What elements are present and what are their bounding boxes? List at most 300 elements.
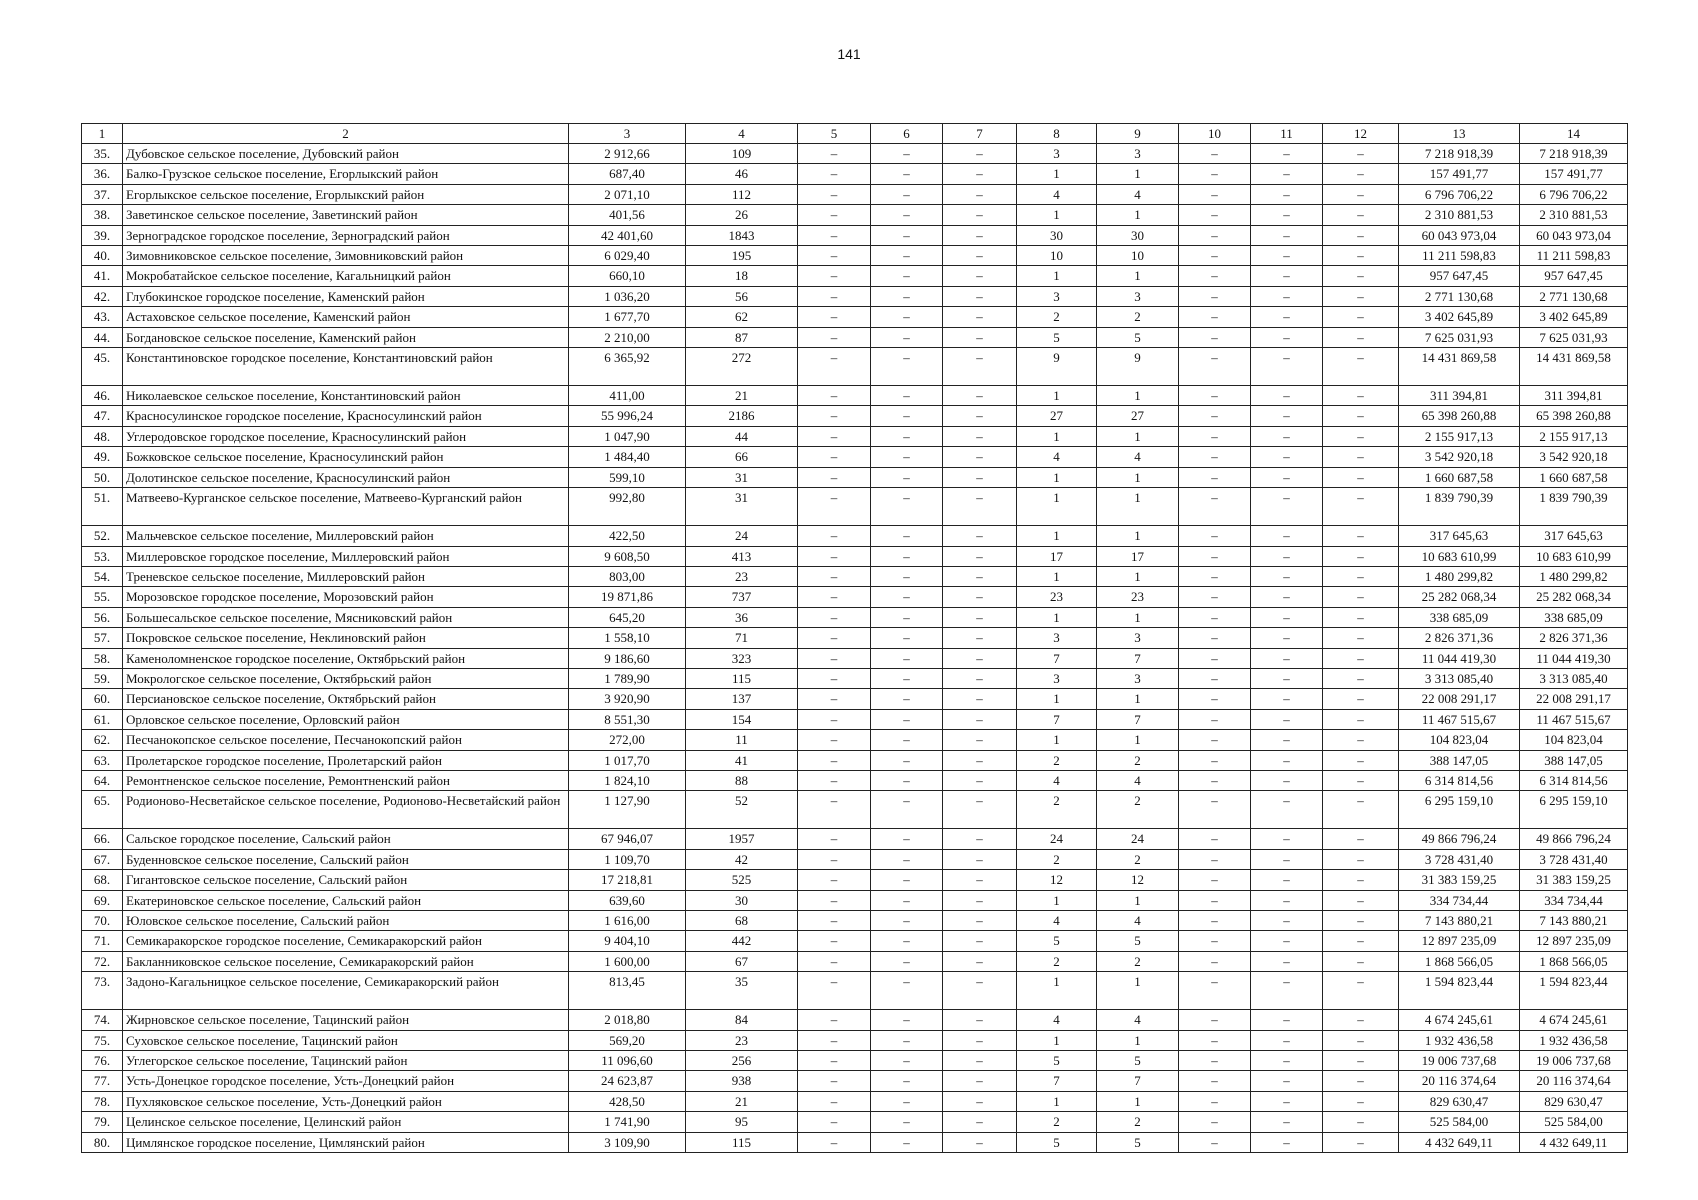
table-cell: 311 394,81 [1520,386,1628,406]
table-cell: – [1179,225,1251,245]
table-cell: 1 594 823,44 [1520,972,1628,1010]
table-cell: – [1251,829,1323,849]
table-row [82,730,1628,750]
table-cell: 9 [1097,348,1179,386]
row-number: 67. [82,849,123,869]
table-cell: 428,50 [569,1091,686,1111]
table-cell: – [1251,1010,1323,1030]
table-row [82,426,1628,446]
table-cell: 2 155 917,13 [1399,426,1520,446]
table-cell: 3 [1097,144,1179,164]
table-cell: 1 [1097,467,1179,487]
table-cell: 66 [686,447,798,467]
table-cell: – [1251,1112,1323,1132]
row-number: 43. [82,307,123,327]
table-cell: – [1251,164,1323,184]
table-cell: – [871,526,943,546]
table-row [82,1051,1628,1071]
table-cell: – [1251,348,1323,386]
table-cell: 11 211 598,83 [1399,246,1520,266]
table-cell: – [1251,266,1323,286]
table-cell: – [1251,144,1323,164]
table-cell: 1 484,40 [569,447,686,467]
table-cell: 1 480 299,82 [1520,566,1628,586]
table-cell: – [1179,1132,1251,1152]
table-cell: – [798,587,871,607]
table-cell: – [871,709,943,729]
table-cell: – [871,791,943,829]
table-cell: – [1179,386,1251,406]
table-cell: 21 [686,386,798,406]
table-cell: – [1251,406,1323,426]
column-header: 6 [871,124,943,144]
settlement-name: Матвеево-Курганское сельское поселение, Матвеево-Курганский район [123,488,569,526]
table-cell: – [943,386,1017,406]
table-cell: – [798,225,871,245]
table-row [82,386,1628,406]
table-cell: 5 [1017,931,1097,951]
table-cell: – [1179,205,1251,225]
table-cell: – [871,829,943,849]
table-cell: – [943,144,1017,164]
table-cell: 11 044 419,30 [1399,648,1520,668]
table-cell: – [1179,307,1251,327]
table-cell: 5 [1097,931,1179,951]
table-cell: – [943,246,1017,266]
table-cell: 23 [1097,587,1179,607]
table-cell: 829 630,47 [1399,1091,1520,1111]
table-cell: 87 [686,327,798,347]
table-cell: – [1179,426,1251,446]
row-number: 42. [82,286,123,306]
table-cell: – [798,730,871,750]
table-cell: 109 [686,144,798,164]
column-header: 13 [1399,124,1520,144]
table-cell: 6 295 159,10 [1399,791,1520,829]
table-cell: – [1251,931,1323,951]
table-cell: 137 [686,689,798,709]
table-cell: 388 147,05 [1399,750,1520,770]
settlement-name: Егорлыкское сельское поселение, Егорлыкский район [123,184,569,204]
table-cell: 2 018,80 [569,1010,686,1030]
table-cell: – [798,467,871,487]
table-cell: – [1179,791,1251,829]
table-cell: 338 685,09 [1520,607,1628,627]
table-cell: – [1251,467,1323,487]
table-cell: – [1179,526,1251,546]
table-cell: – [1323,689,1399,709]
table-cell: 10 [1017,246,1097,266]
table-cell: – [871,689,943,709]
table-cell: 30 [1017,225,1097,245]
table-cell: – [943,587,1017,607]
table-cell: 157 491,77 [1399,164,1520,184]
table-cell: – [798,1091,871,1111]
table-cell: – [943,164,1017,184]
table-cell: 3 [1017,668,1097,688]
table-row [82,1071,1628,1091]
page-number: 141 [837,46,861,62]
table-cell: – [798,607,871,627]
table-cell: 10 [1097,246,1179,266]
table-cell: 4 [1097,447,1179,467]
table-cell: 1 [1097,488,1179,526]
table-cell: 7 [1017,648,1097,668]
table-cell: – [1323,890,1399,910]
table-cell: – [1323,164,1399,184]
table-cell: – [798,709,871,729]
table-cell: – [798,911,871,931]
table-cell: – [1179,709,1251,729]
row-number: 47. [82,406,123,426]
data-table [81,123,1628,1153]
table-cell: – [943,628,1017,648]
table-cell: 256 [686,1051,798,1071]
table-cell: – [943,1091,1017,1111]
table-cell: 31 383 159,25 [1399,870,1520,890]
row-number: 72. [82,951,123,971]
settlement-name: Дубовское сельское поселение, Дубовский район [123,144,569,164]
table-cell: 525 584,00 [1520,1112,1628,1132]
table-cell: – [943,870,1017,890]
row-number: 38. [82,205,123,225]
table-cell: – [943,447,1017,467]
table-cell: 272 [686,348,798,386]
table-cell: – [943,205,1017,225]
table-cell: 12 [1097,870,1179,890]
table-cell: – [798,406,871,426]
table-cell: – [798,144,871,164]
table-cell: 5 [1097,1051,1179,1071]
table-cell: 24 [686,526,798,546]
table-cell: – [943,348,1017,386]
table-cell: – [943,931,1017,951]
table-cell: 1 868 566,05 [1399,951,1520,971]
table-cell: 12 [1017,870,1097,890]
row-number: 75. [82,1030,123,1050]
table-cell: – [1251,972,1323,1010]
table-cell: 25 282 068,34 [1520,587,1628,607]
table-cell: – [1323,144,1399,164]
table-cell: 7 [1017,709,1097,729]
settlement-name: Орловское сельское поселение, Орловский район [123,709,569,729]
table-cell: 3 313 085,40 [1520,668,1628,688]
row-number: 62. [82,730,123,750]
table-cell: 3 [1017,628,1097,648]
table-cell: – [943,911,1017,931]
table-cell: 7 [1097,709,1179,729]
table-cell: – [1323,406,1399,426]
table-cell: – [798,890,871,910]
table-cell: 5 [1017,1051,1097,1071]
table-cell: – [798,327,871,347]
table-cell: – [1179,1091,1251,1111]
table-cell: – [1323,668,1399,688]
table-cell: – [1179,730,1251,750]
table-cell: 42 [686,849,798,869]
table-cell: – [1179,1010,1251,1030]
table-cell: 7 218 918,39 [1399,144,1520,164]
table-cell: – [798,246,871,266]
table-cell: 2 [1017,1112,1097,1132]
table-row [82,447,1628,467]
table-cell: – [1323,348,1399,386]
table-body [82,144,1628,1153]
table-cell: – [798,566,871,586]
settlement-name: Богдановское сельское поселение, Каменский район [123,327,569,347]
table-cell: 1 [1017,266,1097,286]
table-cell: – [1179,750,1251,770]
table-cell: – [943,327,1017,347]
table-cell: – [1323,870,1399,890]
table-cell: 30 [1097,225,1179,245]
table-row [82,829,1628,849]
table-row [82,246,1628,266]
table-cell: 4 [1017,770,1097,790]
column-header: 5 [798,124,871,144]
settlement-name: Балко-Грузское сельское поселение, Егорлыкский район [123,164,569,184]
table-cell: – [1323,386,1399,406]
table-cell: – [1179,1112,1251,1132]
row-number: 50. [82,467,123,487]
table-cell: – [1179,348,1251,386]
table-cell: – [1323,184,1399,204]
row-number: 65. [82,791,123,829]
row-number: 54. [82,566,123,586]
table-cell: – [943,730,1017,750]
settlement-name: Миллеровское городское поселение, Миллеровский район [123,546,569,566]
column-header: 7 [943,124,1017,144]
row-number: 73. [82,972,123,1010]
table-cell: 14 431 869,58 [1520,348,1628,386]
table-row [82,951,1628,971]
table-cell: 2 [1017,791,1097,829]
settlement-name: Зимовниковское сельское поселение, Зимовниковский район [123,246,569,266]
table-cell: – [871,730,943,750]
table-cell: 8 551,30 [569,709,686,729]
table-cell: 104 823,04 [1399,730,1520,750]
table-cell: 957 647,45 [1399,266,1520,286]
table-cell: – [1251,246,1323,266]
table-cell: – [1323,648,1399,668]
table-cell: 112 [686,184,798,204]
table-cell: 1 047,90 [569,426,686,446]
table-cell: – [1323,488,1399,526]
table-cell: – [943,770,1017,790]
table-cell: – [943,668,1017,688]
row-number: 44. [82,327,123,347]
table-cell: – [798,1132,871,1152]
table-cell: 7 [1097,1071,1179,1091]
table-cell: – [871,286,943,306]
table-cell: – [871,849,943,869]
table-cell: – [871,164,943,184]
table-cell: – [1251,286,1323,306]
table-cell: – [871,386,943,406]
table-cell: – [1251,1071,1323,1091]
table-cell: 3 [1017,144,1097,164]
table-cell: 157 491,77 [1520,164,1628,184]
table-cell: – [871,587,943,607]
column-header: 3 [569,124,686,144]
table-cell: 67 [686,951,798,971]
row-number: 51. [82,488,123,526]
table-cell: – [1251,791,1323,829]
table-cell: 19 006 737,68 [1399,1051,1520,1071]
row-number: 79. [82,1112,123,1132]
table-cell: – [871,1051,943,1071]
table-cell: – [1179,467,1251,487]
table-row [82,931,1628,951]
table-cell: 1 932 436,58 [1520,1030,1628,1050]
table-cell: 1 [1017,488,1097,526]
table-cell: 1 839 790,39 [1399,488,1520,526]
table-cell: 27 [1017,406,1097,426]
table-cell: – [943,829,1017,849]
table-cell: 338 685,09 [1399,607,1520,627]
table-row [82,770,1628,790]
table-row [82,972,1628,1010]
table-cell: – [871,348,943,386]
table-cell: – [1323,467,1399,487]
table-cell: 3 [1097,668,1179,688]
table-cell: 2 [1017,951,1097,971]
table-cell: – [1251,689,1323,709]
table-cell: – [943,426,1017,446]
table-cell: – [871,426,943,446]
table-row [82,546,1628,566]
table-cell: 1 [1017,607,1097,627]
row-number: 52. [82,526,123,546]
table-cell: – [1179,1051,1251,1071]
table-cell: – [798,1051,871,1071]
table-cell: 31 383 159,25 [1520,870,1628,890]
table-cell: – [1251,526,1323,546]
table-cell: – [1251,447,1323,467]
table-cell: – [1179,1071,1251,1091]
table-cell: 401,56 [569,205,686,225]
table-cell: – [943,709,1017,729]
table-cell: 3 402 645,89 [1520,307,1628,327]
table-cell: 6 314 814,56 [1399,770,1520,790]
table-cell: – [1323,1051,1399,1071]
table-cell: 49 866 796,24 [1520,829,1628,849]
table-cell: – [1251,488,1323,526]
table-cell: 7 143 880,21 [1399,911,1520,931]
table-cell: 60 043 973,04 [1399,225,1520,245]
table-cell: 19 871,86 [569,587,686,607]
table-cell: – [1251,951,1323,971]
table-cell: – [1179,406,1251,426]
column-header: 10 [1179,124,1251,144]
table-cell: – [1251,870,1323,890]
table-cell: 7 218 918,39 [1520,144,1628,164]
row-number: 70. [82,911,123,931]
settlement-name: Усть-Донецкое городское поселение, Усть-Донецкий район [123,1071,569,1091]
table-cell: 1 868 566,05 [1520,951,1628,971]
table-cell: 2 310 881,53 [1399,205,1520,225]
settlement-name: Глубокинское городское поселение, Каменский район [123,286,569,306]
table-cell: 938 [686,1071,798,1091]
row-number: 61. [82,709,123,729]
table-cell: – [1251,205,1323,225]
table-cell: – [1251,184,1323,204]
table-cell: 6 029,40 [569,246,686,266]
table-cell: 6 295 159,10 [1520,791,1628,829]
table-cell: – [1323,607,1399,627]
table-cell: – [1323,246,1399,266]
table-cell: – [871,467,943,487]
table-cell: – [871,566,943,586]
table-cell: – [1251,648,1323,668]
table-cell: – [943,849,1017,869]
table-cell: 41 [686,750,798,770]
table-cell: – [871,648,943,668]
table-cell: – [798,750,871,770]
table-cell: – [1323,709,1399,729]
table-cell: 4 [1017,1010,1097,1030]
table-cell: 1 [1097,689,1179,709]
row-number: 77. [82,1071,123,1091]
table-cell: 2 771 130,68 [1520,286,1628,306]
table-cell: 525 [686,870,798,890]
table-cell: 1 [1097,890,1179,910]
table-cell: – [1179,668,1251,688]
table-cell: 4 674 245,61 [1520,1010,1628,1030]
row-number: 46. [82,386,123,406]
table-cell: – [871,488,943,526]
table-row [82,164,1628,184]
table-cell: – [798,184,871,204]
table-cell: – [798,1010,871,1030]
table-cell: 1 [1097,566,1179,586]
table-cell: 645,20 [569,607,686,627]
table-cell: – [1179,951,1251,971]
table-cell: – [1179,246,1251,266]
table-cell: – [871,546,943,566]
table-cell: – [1179,566,1251,586]
table-cell: 1 932 436,58 [1399,1030,1520,1050]
table-cell: – [1179,327,1251,347]
table-cell: 1 824,10 [569,770,686,790]
table-cell: 5 [1097,327,1179,347]
table-cell: 1 480 299,82 [1399,566,1520,586]
settlement-name: Семикаракорское городское поселение, Семикаракорский район [123,931,569,951]
table-cell: – [1251,750,1323,770]
row-number: 64. [82,770,123,790]
table-cell: 42 401,60 [569,225,686,245]
table-cell: – [871,972,943,1010]
table-cell: 24 623,87 [569,1071,686,1091]
row-number: 55. [82,587,123,607]
table-cell: 388 147,05 [1520,750,1628,770]
table-cell: – [798,770,871,790]
table-cell: 24 [1017,829,1097,849]
row-number: 40. [82,246,123,266]
table-cell: – [1323,205,1399,225]
table-cell: 35 [686,972,798,1010]
table-cell: 44 [686,426,798,446]
table-cell: 4 [1097,184,1179,204]
table-cell: 7 625 031,93 [1520,327,1628,347]
settlement-name: Суховское сельское поселение, Тацинский район [123,1030,569,1050]
table-cell: 737 [686,587,798,607]
table-row [82,1132,1628,1152]
table-cell: – [943,488,1017,526]
settlement-name: Покровское сельское поселение, Неклиновский район [123,628,569,648]
settlement-name: Персиановское сельское поселение, Октябрьский район [123,689,569,709]
table-row [82,526,1628,546]
